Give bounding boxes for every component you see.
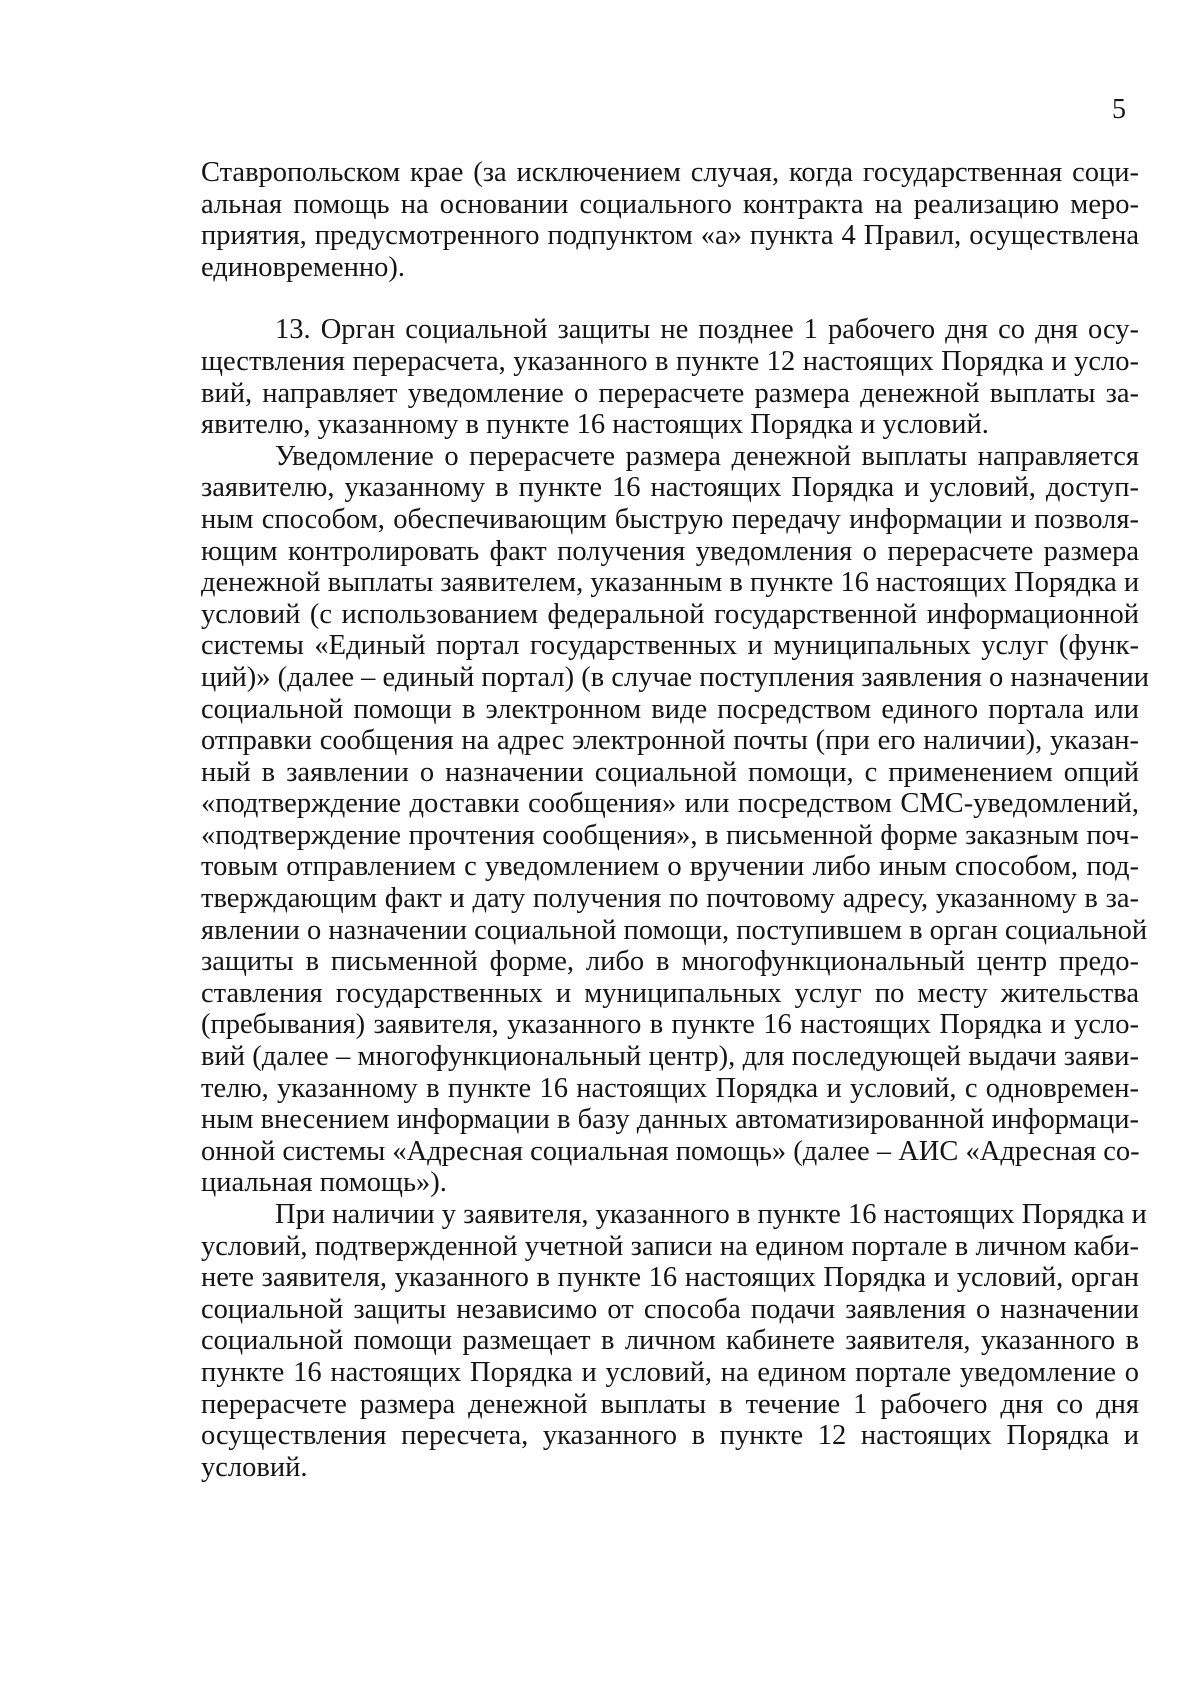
text-line: отправки сообщения на адрес электронной почты (при его наличии), указан- [201,725,1139,757]
paragraph-notification [201,440,1150,1199]
text-line: защиты в письменной форме, либо в многофункциональный центр предо- [201,946,1139,978]
text-line: 13. Орган социальной защиты не позднее 1 рабочего дня со дня осу- [275,314,1139,346]
text-line: пункте 16 настоящих Порядка и условий, на едином портале уведомление о [201,1356,1139,1388]
text-line: Ставропольском крае (за исключением случая, когда государственная соци- [201,157,1139,188]
text-line: условий. [201,1451,308,1483]
text-line: денежной выплаты заявителем, указанным в пункте 16 настоящих Порядка и [201,567,1140,599]
text-line: системы «Единый портал государственных и муниципальных услуг (функ- [201,630,1139,662]
document-body [201,157,1150,1483]
text-line: онной системы «Адресная социальная помощь» (далее – АИС «Адресная со- [201,1135,1140,1167]
text-line: При наличии у заявителя, указанного в пункте 16 настоящих Порядка и [275,1199,1147,1230]
text-line: явителю, указанному в пункте 16 настоящих Порядка и условий. [201,409,989,441]
text-line: циальная помощь»). [201,1167,447,1199]
text-line: социальной помощи размещает в личном кабинете заявителя, указанного в [201,1325,1139,1357]
page-number: 5 [1112,94,1126,125]
text-line: ный в заявлении о назначении социальной помощи, с применением опций [201,756,1139,788]
text-line: «подтверждение доставки сообщения» или посредством СМС-уведомлений, [201,788,1139,820]
text-line: ществления перерасчета, указанного в пункте 12 настоящих Порядка и усло- [201,345,1139,377]
text-line: ным способом, обеспечивающим быструю передачу информации и позволя- [201,503,1139,535]
text-line: ставления государственных и муниципальных услуг по месту жительства [201,977,1139,1009]
text-line: заявителю, указанному в пункте 16 настоящих Порядка и условий, доступ- [201,472,1139,504]
text-line: (пребывания) заявителя, указанного в пункте 16 настоящих Порядка и усло- [201,1009,1139,1041]
text-line: альная помощь на основании социального контракта на реализацию меро- [201,188,1139,220]
text-line: вий, направляет уведомление о перерасчете размера денежной выплаты за- [201,377,1139,409]
text-line: социальной помощи в электронном виде посредством единого портала или [201,693,1139,725]
text-line: ным внесением информации в базу данных автоматизированной информаци- [201,1104,1139,1136]
text-line: Уведомление о перерасчете размера денежной выплаты направляется [275,440,1139,472]
text-line: социальной защиты независимо от способа подачи заявления о назначении [201,1293,1139,1325]
paragraph-personal-account [201,1199,1147,1483]
paragraph-continuation [201,157,1139,283]
text-line: перерасчете размера денежной выплаты в течение 1 рабочего дня со дня [201,1388,1139,1420]
text-line: условий (с использованием федеральной государственной информационной [201,598,1139,630]
text-line: условий, подтвержденной учетной записи на едином портале в личном каби- [201,1230,1139,1262]
text-line: ций)» (далее – единый портал) (в случае поступления заявления о назначении [201,661,1150,693]
text-line: тверждающим факт и дату получения по почтовому адресу, указанному в за- [201,883,1139,915]
text-line: нете заявителя, указанного в пункте 16 настоящих Порядка и условий, орган [201,1262,1139,1294]
text-line: приятия, предусмотренного подпунктом «а» пункта 4 Правил, осуществлена [201,220,1139,252]
text-line: «подтверждение прочтения сообщения», в письменной форме заказным поч- [201,819,1139,851]
text-line: товым отправлением с уведомлением о вручении либо иным способом, под- [201,851,1139,883]
text-line: телю, указанному в пункте 16 настоящих Порядка и условий, с одновремен- [201,1072,1139,1104]
text-line: единовременно). [201,251,405,283]
text-line: вий (далее – многофункциональный центр), для последующей выдачи заяви- [201,1041,1139,1073]
paragraph-clause-13 [201,314,1139,440]
text-line: ющим контролировать факт получения уведомления о перерасчете размера [201,535,1139,567]
text-line: явлении о назначении социальной помощи, поступившем в орган социальной [201,914,1148,946]
text-line: осуществления пересчета, указанного в пункте 12 настоящих Порядка и [201,1420,1139,1452]
